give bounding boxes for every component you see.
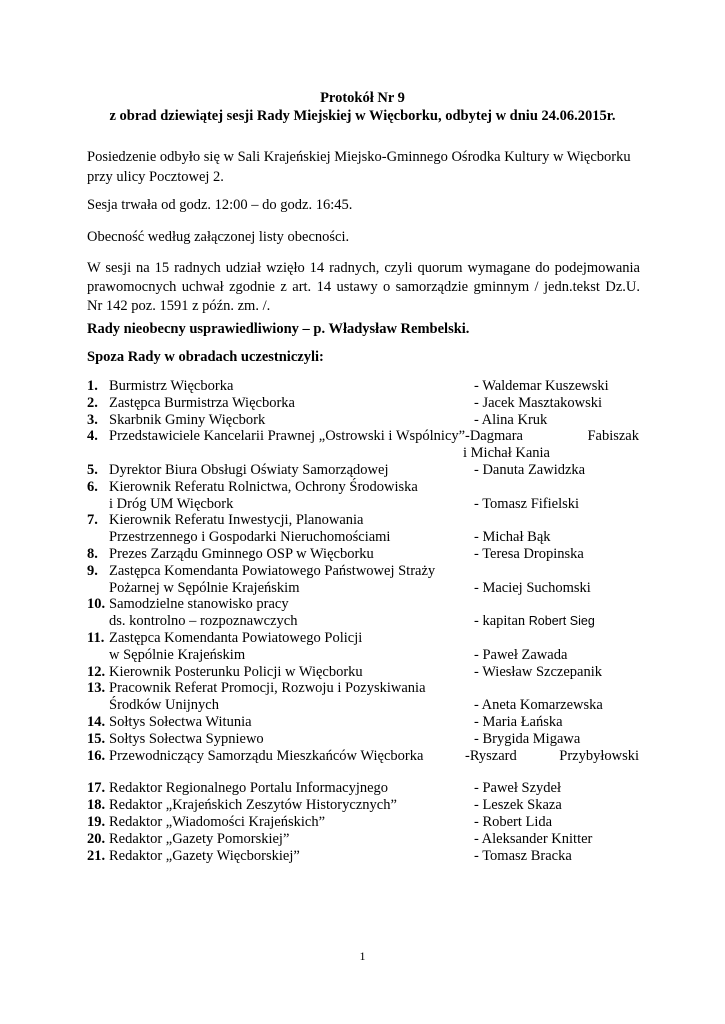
participant-row: [87, 395, 647, 412]
participant-role: Redaktor „Wiadomości Krajeńskich”: [109, 813, 326, 830]
participant-name: [474, 831, 592, 848]
participant-name-text: - Jacek Masztakowski: [474, 394, 603, 411]
participant-role: Pracownik Referat Promocji, Rozwoju i Pozyskiwania: [109, 680, 426, 697]
guests-heading: Spoza Rady w obradach uczestniczyli:: [87, 349, 324, 365]
participant-name-text: - Brygida Migawa: [474, 730, 581, 747]
participant-name: [474, 797, 562, 814]
participant-name-text: - Tomasz Bracka: [474, 847, 572, 864]
participant-row: [87, 563, 647, 580]
participant-name-text: - Maria Łańska: [474, 713, 563, 730]
participant-number: 5.: [87, 461, 98, 478]
participant-row: [87, 496, 647, 513]
participant-role: Samodzielne stanowisko pracy: [109, 596, 289, 613]
participants-list: [87, 378, 647, 864]
participant-number: 17.: [87, 780, 106, 797]
participant-role: Redaktor „Krajeńskich Zeszytów Historycznych”: [109, 797, 397, 814]
participant-number: 10.: [87, 596, 106, 613]
participant-row: [87, 731, 647, 748]
participant-role: Zastępca Komendanta Powiatowego Policji: [109, 629, 363, 646]
participant-name: [474, 664, 602, 681]
participant-role: Kierownik Posterunku Policji w Więcborku: [109, 663, 363, 680]
participant-row: [87, 848, 647, 865]
participant-name: [474, 395, 602, 412]
participant-row: [87, 697, 647, 714]
participant-name-last: Fabiszak: [587, 428, 639, 445]
participant-number: 2.: [87, 394, 98, 411]
participant-number: 6.: [87, 478, 98, 495]
absent-note: Rady nieobecny usprawiedliwiony – p. Władysław Rembelski.: [87, 321, 470, 337]
participant-row: [87, 797, 647, 814]
participant-role: w Sępólnie Krajeńskim: [109, 646, 246, 663]
participant-name: [474, 378, 609, 395]
participant-name: [474, 546, 584, 563]
participant-row: [87, 428, 647, 445]
participant-role: ds. kontrolno – rozpoznawczych: [109, 613, 298, 630]
participant-name-first: -Ryszard: [465, 747, 517, 764]
quorum-paragraph: [87, 259, 640, 316]
participant-number: 15.: [87, 730, 106, 747]
participant-name: [474, 697, 603, 714]
session-time: Sesja trwała od godz. 12:00 – do godz. 16:45.: [87, 197, 353, 213]
participant-number: 1.: [87, 378, 98, 394]
participant-number: 13.: [87, 680, 106, 697]
attendance-note: Obecność według załączonej listy obecności.: [87, 229, 350, 245]
participant-name-extra: Robert Sieg: [528, 614, 595, 629]
participant-row: [87, 580, 647, 597]
participant-row: [87, 412, 647, 429]
participant-name-text: - Michał Bąk: [474, 529, 551, 546]
participant-row: [87, 748, 647, 765]
participant-role: Przestrzennego i Gospodarki Nieruchomościami: [109, 529, 391, 546]
participant-number: 11.: [87, 629, 105, 646]
participant-role: Dyrektor Biura Obsługi Oświaty Samorządowej: [109, 461, 389, 478]
participant-role: Sołtys Sołectwa Witunia: [109, 713, 252, 730]
participant-name: [474, 780, 561, 797]
location-paragraph: [87, 147, 640, 187]
document-title: Protokół Nr 9: [320, 90, 405, 106]
participant-name-text: - Danuta Zawidzka: [474, 461, 586, 478]
participant-number: 3.: [87, 411, 98, 428]
participant-role: Redaktor Regionalnego Portalu Informacyjnego: [109, 780, 389, 797]
participant-name-text: - Alina Kruk: [474, 411, 548, 428]
participant-name-text: - Wiesław Szczepanik: [474, 663, 602, 680]
participant-row: [87, 529, 647, 546]
participant-row: [87, 512, 647, 529]
list-spacer: [87, 764, 647, 780]
participant-name: [474, 814, 552, 831]
participant-role: Przewodniczący Samorządu Mieszkańców Więcborka: [109, 747, 424, 764]
participant-name-text: - Robert Lida: [474, 813, 553, 830]
participant-name: [474, 496, 579, 513]
participant-name: [474, 714, 563, 731]
page-number: 1: [359, 949, 366, 963]
participant-number: 8.: [87, 545, 98, 562]
participant-row: [87, 630, 647, 647]
participant-name-text: - Maciej Suchomski: [474, 579, 591, 596]
quorum-line-1: W sesji na 15 radnych udział wzięło 14 radnych, czyli quorum wymagane do podejmowania: [87, 260, 640, 276]
document-subtitle: z obrad dziewiątej sesji Rady Miejskiej w Więcborku, odbytej w dniu 24.06.2015r.: [109, 108, 616, 124]
participant-name-continued: i Michał Kania: [463, 445, 550, 462]
participant-row: [87, 714, 647, 731]
participant-number: 18.: [87, 797, 106, 814]
participant-role: Zastępca Komendanta Powiatowego Państwowej Straży: [109, 562, 436, 579]
participant-name-text: - Aneta Komarzewska: [474, 697, 603, 714]
participant-name: [474, 647, 567, 664]
participant-row: [87, 479, 647, 496]
location-line-1: Posiedzenie odbyło się w Sali Krajeńskiej Miejsko-Gminnego Ośrodka Kultury w Więcborku: [87, 149, 631, 165]
participant-role: Środków Unijnych: [109, 697, 219, 714]
participant-row: [87, 596, 647, 613]
participant-number: 21.: [87, 847, 106, 864]
participant-number: 7.: [87, 512, 98, 529]
participant-role: Pożarnej w Sępólnie Krajeńskim: [109, 579, 300, 596]
participant-name: [474, 613, 595, 630]
participant-role: Skarbnik Gminy Więcbork: [109, 411, 266, 428]
quorum-line-3: Nr 142 poz. 1591 z późn. zm. /.: [87, 298, 271, 314]
participant-role: Redaktor „Gazety Więcborskiej”: [109, 847, 300, 864]
participant-number: 16.: [87, 747, 106, 764]
participant-name-text: - Paweł Szydeł: [474, 780, 561, 797]
participant-name-text: - Waldemar Kuszewski: [474, 378, 609, 394]
participant-role: Prezes Zarządu Gminnego OSP w Więcborku: [109, 545, 374, 562]
participant-row: [87, 546, 647, 563]
participant-name-first: -Dagmara: [465, 428, 523, 445]
participant-name-text: - Tomasz Fifielski: [474, 495, 580, 512]
location-line-2: przy ulicy Pocztowej 2.: [87, 169, 224, 185]
participant-name-text: - Aleksander Knitter: [474, 830, 593, 847]
participant-role: Redaktor „Gazety Pomorskiej”: [109, 830, 290, 847]
participant-row: [87, 680, 647, 697]
participant-row: [87, 378, 647, 395]
participant-number: 9.: [87, 562, 98, 579]
participant-role: i Dróg UM Więcbork: [109, 495, 234, 512]
participant-name-text: - Teresa Dropinska: [474, 545, 584, 562]
participant-name: [474, 848, 572, 865]
participant-row: [87, 462, 647, 479]
participant-row: [87, 814, 647, 831]
participant-number: 19.: [87, 813, 106, 830]
participant-row: [87, 664, 647, 681]
participant-name-text: - Paweł Zawada: [474, 646, 568, 663]
participant-role: Kierownik Referatu Inwestycji, Planowania: [109, 512, 364, 529]
participant-name: [474, 529, 551, 546]
participant-role: Kierownik Referatu Rolnictwa, Ochrony Środowiska: [109, 478, 418, 495]
participant-number: 12.: [87, 663, 106, 680]
participant-row: [87, 613, 647, 630]
participant-role: Zastępca Burmistrza Więcborka: [109, 394, 295, 411]
participant-number: 4.: [87, 428, 98, 445]
participant-number: 14.: [87, 713, 106, 730]
participant-row: [87, 647, 647, 664]
participant-name: [474, 580, 591, 597]
participant-role: Sołtys Sołectwa Sypniewo: [109, 730, 264, 747]
participant-name: [474, 731, 580, 748]
participant-number: 20.: [87, 830, 106, 847]
participant-row: [87, 445, 647, 462]
participant-name: [474, 462, 585, 479]
participant-row: [87, 780, 647, 797]
participant-role: Przedstawiciele Kancelarii Prawnej „Ostrowski i Wspólnicy”: [109, 428, 466, 445]
participant-role: Burmistrz Więcborka: [109, 378, 234, 394]
participant-name-text: - Leszek Skaza: [474, 797, 562, 814]
participant-name-last: Przybyłowski: [559, 747, 639, 764]
participant-name-text: - kapitan: [474, 613, 529, 630]
participant-name: [474, 412, 547, 429]
quorum-line-2: prawomocnych uchwał zgodnie z art. 14 ustawy o samorządzie gminnym / jedn.tekst Dz.U.: [87, 279, 640, 295]
participant-row: [87, 831, 647, 848]
